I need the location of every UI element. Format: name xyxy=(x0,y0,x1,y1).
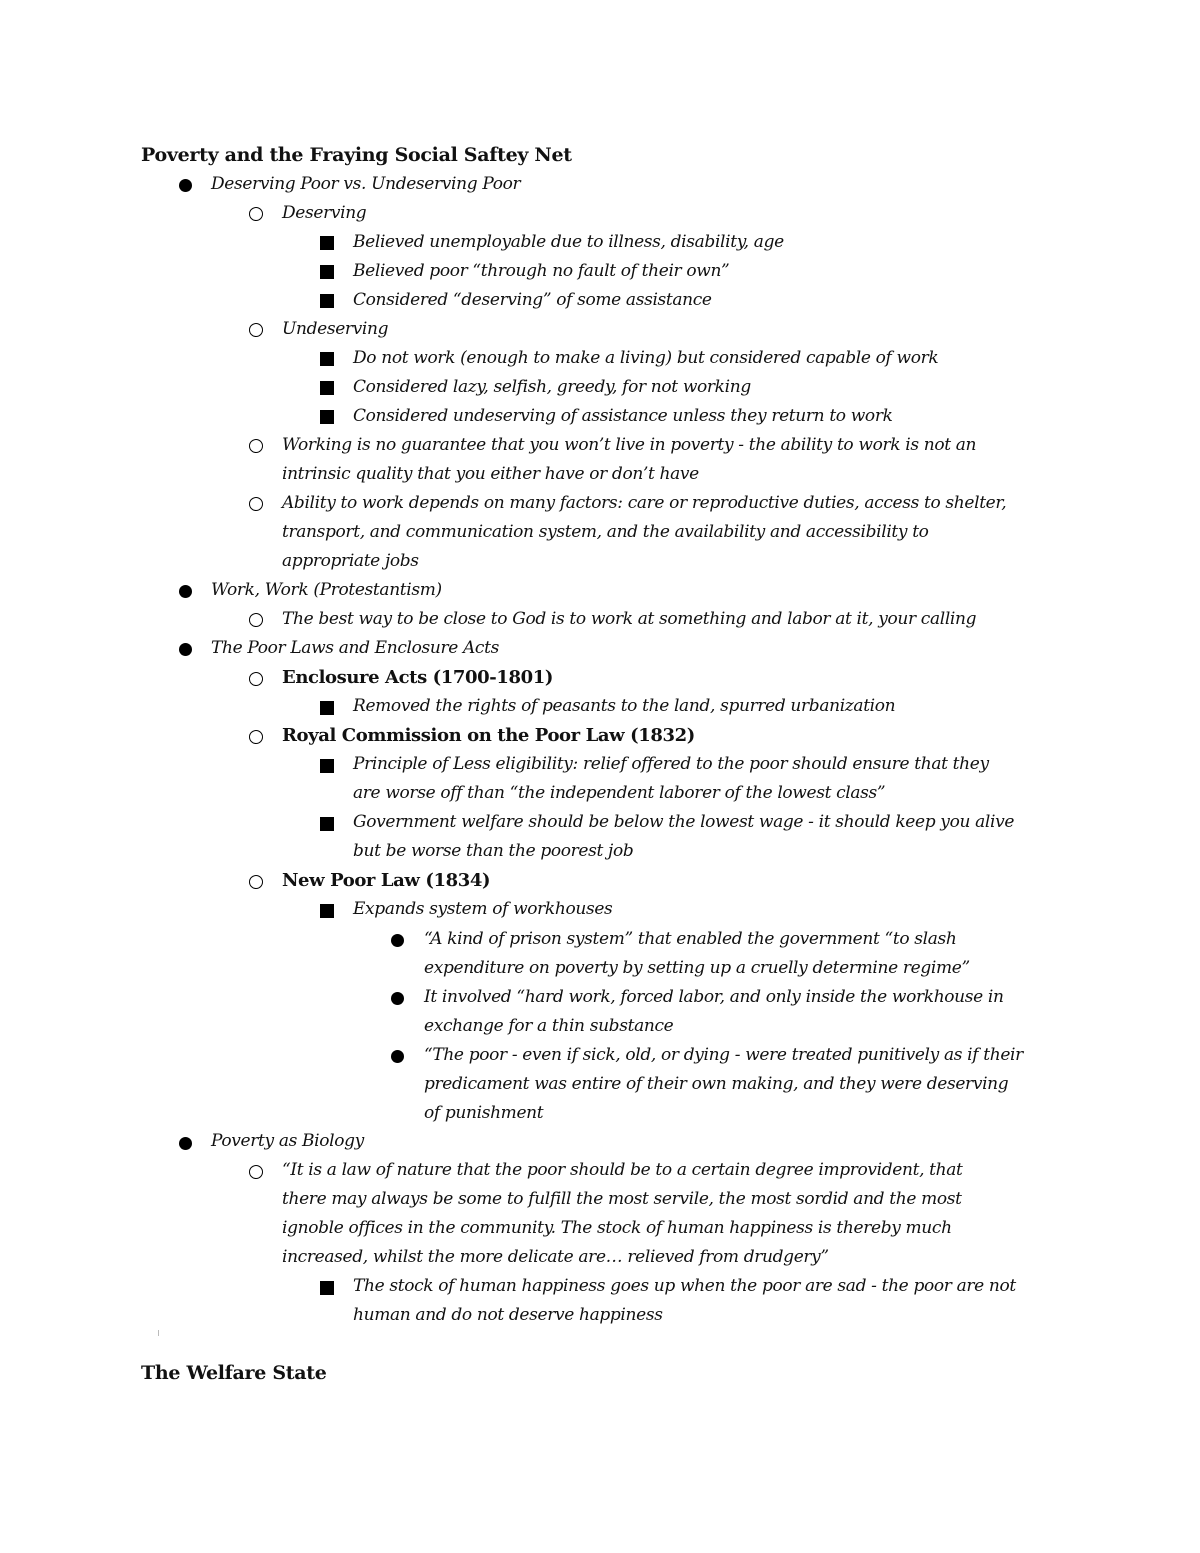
circle-bullet-icon xyxy=(249,672,263,686)
outline-item-bold: Royal Commission on the Poor Law (1832) xyxy=(282,725,695,746)
outline-item: Principle of Less eligibility: relief offered to the poor should ensure that they xyxy=(353,754,989,774)
outline-item: Believed unemployable due to illness, disability, age xyxy=(353,232,784,252)
square-bullet-icon xyxy=(320,817,334,831)
outline-item: The Poor Laws and Enclosure Acts xyxy=(211,638,499,658)
outline-item-continuation: transport, and communication system, and the availability and accessibility to xyxy=(282,522,929,542)
section-heading-poverty: Poverty and the Fraying Social Saftey Net xyxy=(141,144,572,166)
outline-item-continuation: appropriate jobs xyxy=(282,551,419,571)
disc-bullet-icon xyxy=(179,643,192,656)
outline-item: Poverty as Biology xyxy=(211,1131,364,1151)
outline-item: The stock of human happiness goes up when the poor are sad - the poor are not xyxy=(353,1276,1016,1296)
outline-item: It involved “hard work, forced labor, and only inside the workhouse in xyxy=(424,987,1004,1007)
disc-bullet-icon xyxy=(391,934,404,947)
disc-bullet-icon xyxy=(179,585,192,598)
square-bullet-icon xyxy=(320,236,334,250)
outline-item-continuation: but be worse than the poorest job xyxy=(353,841,634,861)
outline-item: Deserving Poor vs. Undeserving Poor xyxy=(211,174,521,194)
outline-item: Do not work (enough to make a living) but considered capable of work xyxy=(353,348,939,368)
outline-item: Work, Work (Protestantism) xyxy=(211,580,442,600)
square-bullet-icon xyxy=(320,410,334,424)
outline-item-continuation: ignoble offices in the community. The stock of human happiness is thereby much xyxy=(282,1218,952,1238)
disc-bullet-icon xyxy=(391,992,404,1005)
circle-bullet-icon xyxy=(249,1165,263,1179)
square-bullet-icon xyxy=(320,381,334,395)
outline-item: “It is a law of nature that the poor should be to a certain degree improvident, that xyxy=(282,1160,963,1180)
outline-item: Removed the rights of peasants to the land, spurred urbanization xyxy=(353,696,896,716)
outline-item-continuation: increased, whilst the more delicate are… relieved from drudgery” xyxy=(282,1247,829,1267)
outline-item: Working is no guarantee that you won’t live in poverty - the ability to work is not an xyxy=(282,435,977,455)
outline-item: Ability to work depends on many factors: care or reproductive duties, access to shelter, xyxy=(282,493,1007,513)
text-cursor-mark xyxy=(158,1330,159,1336)
square-bullet-icon xyxy=(320,352,334,366)
outline-item: Considered “deserving” of some assistance xyxy=(353,290,712,310)
outline-item: The best way to be close to God is to work at something and labor at it, your calling xyxy=(282,609,977,629)
square-bullet-icon xyxy=(320,265,334,279)
outline-item: Expands system of workhouses xyxy=(353,899,613,919)
square-bullet-icon xyxy=(320,904,334,918)
square-bullet-icon xyxy=(320,294,334,308)
outline-item-continuation: expenditure on poverty by setting up a cruelly determine regime” xyxy=(424,958,970,978)
square-bullet-icon xyxy=(320,701,334,715)
circle-bullet-icon xyxy=(249,207,263,221)
circle-bullet-icon xyxy=(249,613,263,627)
outline-item-continuation: intrinsic quality that you either have or don’t have xyxy=(282,464,699,484)
circle-bullet-icon xyxy=(249,730,263,744)
outline-item: Believed poor “through no fault of their own” xyxy=(353,261,730,281)
section-heading-welfare: The Welfare State xyxy=(141,1362,327,1384)
square-bullet-icon xyxy=(320,1281,334,1295)
outline-item: Considered lazy, selfish, greedy, for not working xyxy=(353,377,751,397)
outline-item: Considered undeserving of assistance unless they return to work xyxy=(353,406,893,426)
outline-item: Government welfare should be below the lowest wage - it should keep you alive xyxy=(353,812,1015,832)
outline-item-continuation: human and do not deserve happiness xyxy=(353,1305,663,1325)
outline-item: “The poor - even if sick, old, or dying - were treated punitively as if their xyxy=(424,1045,1023,1065)
outline-item-continuation: predicament was entire of their own making, and they were deserving xyxy=(424,1074,1009,1094)
outline-item: Undeserving xyxy=(282,319,389,339)
outline-item-continuation: are worse off than “the independent laborer of the lowest class” xyxy=(353,783,886,803)
disc-bullet-icon xyxy=(391,1050,404,1063)
circle-bullet-icon xyxy=(249,497,263,511)
outline-item-bold: Enclosure Acts (1700-1801) xyxy=(282,667,553,688)
outline-item-continuation: there may always be some to fulfill the most servile, the most sordid and the most xyxy=(282,1189,962,1209)
disc-bullet-icon xyxy=(179,1137,192,1150)
circle-bullet-icon xyxy=(249,875,263,889)
outline-item-continuation: exchange for a thin substance xyxy=(424,1016,674,1036)
disc-bullet-icon xyxy=(179,179,192,192)
outline-item: Deserving xyxy=(282,203,367,223)
outline-item-bold: New Poor Law (1834) xyxy=(282,870,491,891)
circle-bullet-icon xyxy=(249,323,263,337)
square-bullet-icon xyxy=(320,759,334,773)
circle-bullet-icon xyxy=(249,439,263,453)
outline-item: “A kind of prison system” that enabled the government “to slash xyxy=(424,929,957,949)
outline-item-continuation: of punishment xyxy=(424,1103,544,1123)
